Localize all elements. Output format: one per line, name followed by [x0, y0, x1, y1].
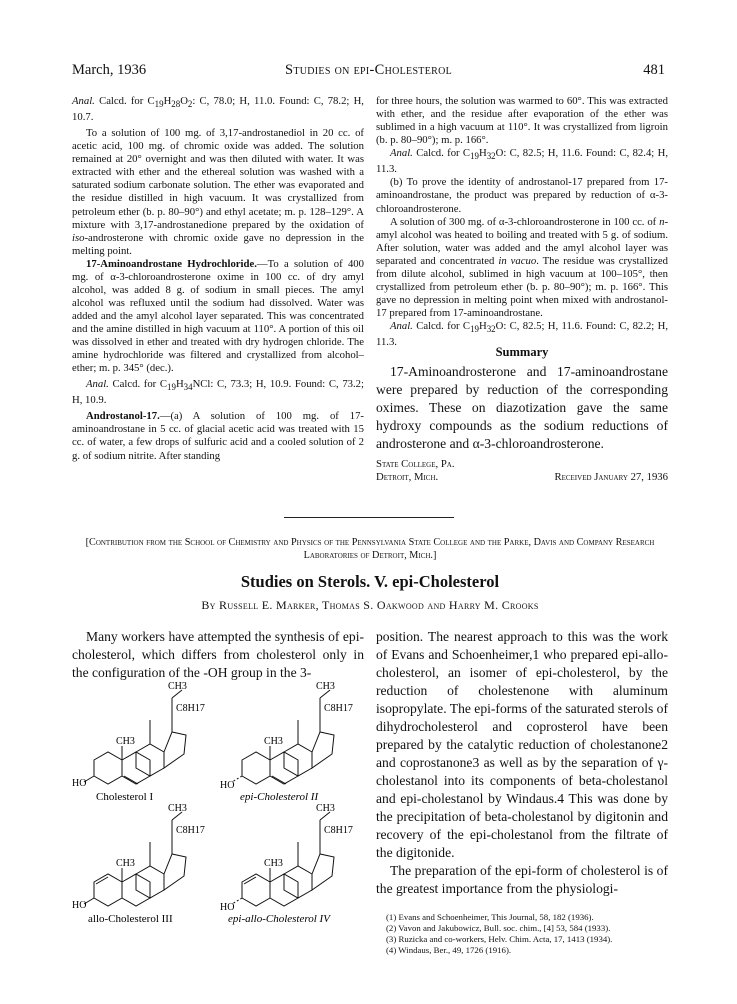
ch3-label: CH3 — [116, 858, 135, 869]
intro-left-text — [72, 628, 364, 682]
left-column-paragraph: Anal. Calcd. for $C_{19}H_{34}NCl$: C, 73.3; H, 10.9. Found: C, 73.2; H, 10.9. — [72, 378, 364, 407]
footnote: (3) Ruzicka and co-workers, Helv. Chim. Acta, 17, 1413 (1934). — [386, 934, 613, 944]
ho-label: HO — [72, 778, 87, 789]
right-column-paragraph: Anal. Calcd. for $C_{19}H_{32}O$: C, 82.5; H, 11.6. Found: C, 82.2; H, 11.3. — [376, 319, 668, 349]
running-header-date: March, 1936 — [72, 62, 147, 78]
left-column-paragraph: 17-Aminoandrostane Hydrochloride.—To a solution of 400 mg. of α-3-chloroandrosterone oxime in 100 cc. of dry amyl alcohol, was added 8 g. of sodium in small pieces. The amyl alcohol was refluxed until the sodium had dissolved. Water was added and the amyl alcohol layer separated. This was concentrated and the amine distilled in high vacuum at 110°. A portion of this oil was dissolved in ether and treated with dry hydrogen chloride. The amine hydrochloride was filtered and crystallized from alcohol–ether; m. p. 345° (dec.). — [72, 257, 364, 375]
right-column — [376, 95, 668, 349]
left-column-paragraph: Androstanol-17.—(a) A solution of 100 mg. of 17-aminoandrostane in 5 cc. of glacial acetic acid was treated with 15 cc. of water, a few drops of sulfuric acid and a cooled solution of 2 g. of sodium nitrite. After standing — [72, 410, 364, 462]
c8h17-label: C8H17 — [176, 825, 205, 836]
summary-heading: Summary — [495, 345, 549, 359]
summary-text — [376, 363, 668, 453]
affiliation-state-college: State College, Pa. — [376, 458, 455, 470]
article-title-text: Studies on Sterols. V. epi-Cholesterol — [240, 572, 500, 591]
left-column — [72, 95, 364, 463]
ch3-label: CH3 — [264, 736, 283, 747]
structure-epi-allo-cholesterol — [220, 803, 353, 925]
c8h17-label: C8H17 — [324, 703, 353, 714]
received-date: Received January 27, 1936 — [554, 471, 668, 483]
page-number: 481 — [643, 62, 665, 78]
running-header-title-text: Studies on epi-Cholesterol — [284, 62, 453, 78]
authors: By Russell E. Marker, Thomas S. Oakwood and Harry M. Crooks — [201, 598, 539, 612]
right-column-paragraph: A solution of 300 mg. of α-3-chloroandrosterone in 100 cc. of n-amyl alcohol was heated to boiling and treated with 5 g. of sodium. After solution, water was added and the amyl alcohol layer was separated and concentrated in vacuo. The residue was crystallized from dilute alcohol, sublimed in high vacuum at 100–105°, then crystallized from petroleum ether (b. p. 80–90°); m. p. 166°. This gave no depression in melting point when mixed with androstanol-17 prepared from 17-aminoandrostane. — [376, 215, 668, 319]
structure-epi-cholesterol — [220, 681, 353, 803]
intro-left-paragraph: Many workers have attempted the synthesis of epi-cholesterol, which differs from cholesterol only in the configuration of the -OH group in the 3- — [72, 629, 364, 680]
left-column-paragraph: To a solution of 100 mg. of 3,17-androstanediol in 20 cc. of acetic acid, 100 mg. of chromic oxide was added. The solution remained at 20° overnight and was then diluted with water. It was extracted with ether and the ethereal solution was washed with a saturated sodium carbonate solution. The ether was evaporated and the residue distilled in high vacuum. It was crystallized from petroleum ether (b. p. 80–90°) and ethyl acetate; m. p. 128–129°. A mixture with 3,17-androstanedione prepared by the oxidation of iso-androsterone with chromic oxide gave no depression in the melting point. — [72, 127, 364, 257]
ch3-label: CH3 — [316, 803, 335, 814]
intro-right-paragraph: The preparation of the epi-form of cholesterol is of the greatest importance from the physiologi- — [376, 863, 668, 896]
right-column-paragraph: Anal. Calcd. for $C_{19}H_{32}O$: C, 82.5; H, 11.6. Found: C, 82.4; H, 11.3. — [376, 147, 668, 176]
ch3-label: CH3 — [264, 858, 283, 869]
summary-paragraph: 17-Aminoandrosterone and 17-aminoandrostane were prepared by reduction of the corresponding oximes. These on diazotization gave the same hydroxy compounds as the sodium reductions of androsterone and α-3-chloroandrosterone. — [376, 364, 668, 451]
article-title — [72, 572, 668, 592]
structure-label-1: Cholesterol I — [96, 791, 154, 803]
ch3-label: CH3 — [168, 803, 187, 814]
intro-right-paragraph: position. The nearest approach to this was the work of Evans and Schoenheimer,1 who prepared epi-allo-cholesterol, an isomer of epi-cholesterol, by the reduction of cholestenone with aluminum isopropylate. The epi-forms of the saturated sterols of dihydrocholesterol and coprosterol have been prepared by the catalytic reduction of cholestanone2 and coprostanone3 as well as by the separation of γ-cholestanol into its components of beta-cholestanol and epi-cholestanol by Windaus.4 This was done by the precipitation of beta-cholestanol by digitonin and recovery of the epi-cholestanol from the filtrate of the digitonide. — [376, 629, 668, 860]
structure-label-3: allo-Cholesterol III — [88, 913, 173, 925]
summary-section — [376, 345, 668, 485]
affiliation-detroit: Detroit, Mich. — [376, 471, 439, 483]
footnote: (4) Windaus, Ber., 49, 1726 (1916). — [386, 945, 512, 955]
structure-label-4: epi-allo-Cholesterol IV — [228, 913, 330, 925]
ch3-label: CH3 — [316, 681, 335, 692]
c8h17-label: C8H17 — [176, 703, 205, 714]
footnote: (2) Vavon and Jakubowicz, Bull. soc. chim., [4] 53, 584 (1933). — [386, 923, 611, 933]
ho-label: HO — [220, 780, 235, 791]
c8h17-label: C8H17 — [324, 825, 353, 836]
affiliation-line — [376, 471, 668, 485]
sterol-structures-figure — [72, 680, 372, 930]
right-column-paragraph: (b) To prove the identity of androstanol-17 prepared from 17-aminoandrostane, the product was prepared by reduction of α-3-chloroandrosterone. — [376, 176, 668, 215]
structure-label-2: epi-Cholesterol II — [240, 791, 319, 803]
ch3-label: CH3 — [116, 736, 135, 747]
section-divider — [284, 517, 454, 518]
intro-right-text — [376, 628, 668, 898]
contribution-note: [Contribution from the School of Chemistry and Physics of the Pennsylvania State College and the Parke, Davis and Company Research Laboratories of Detroit, Mich.] — [85, 537, 655, 561]
ho-label: HO — [72, 900, 87, 911]
footnotes — [386, 912, 668, 956]
structure-allo-cholesterol — [72, 803, 205, 925]
structure-cholesterol — [72, 681, 205, 803]
ho-label: HO — [220, 902, 235, 913]
ch3-label: CH3 — [168, 681, 187, 692]
footnote: (1) Evans and Schoenheimer, This Journal, 58, 182 (1936). — [386, 912, 594, 922]
left-column-paragraph: Anal. Calcd. for $C_{19}H_{28}O_2$: C, 78.0; H, 11.0. Found: C, 78.2; H, 10.7. — [72, 95, 364, 124]
right-column-paragraph: for three hours, the solution was warmed to 60°. This was extracted with ether, and the residue after evaporation of the ether was sublimed in a high vacuum at 110°. It was crystallized from ligroin (b. p. 80–90°); m. p. 166°. — [376, 95, 668, 147]
